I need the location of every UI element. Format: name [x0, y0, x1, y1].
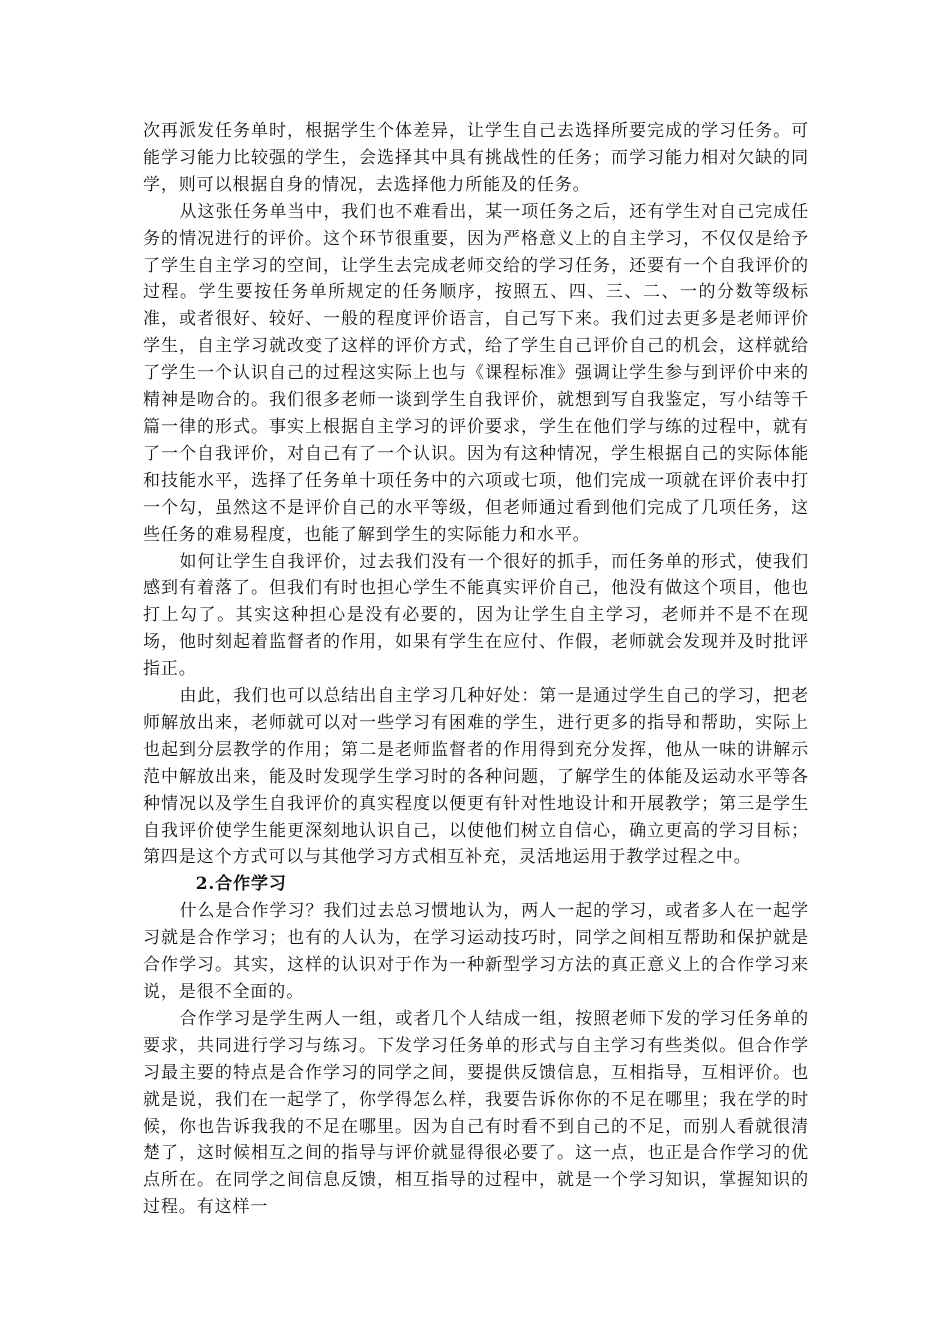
paragraph-what-is-cooperative: 什么是合作学习？我们过去总习惯地认为，两人一起的学习，或者多人在一起学习就是合作学习；也有的人认为，在学习运动技巧时，同学之间相互帮助和保护就是合作学习。其实，这样的认识对于作为一种新型学习方法的真正意义上的合作学习来说，是很不全面的。 — [143, 901, 809, 1002]
paragraph-continued: 次再派发任务单时，根据学生个体差异，让学生自己去选择所要完成的学习任务。可能学习能力比较强的学生，会选择其中具有挑战性的任务；而学习能力相对欠缺的同学，则可以根据自身的情况，去选择他力所能及的任务。 — [143, 121, 809, 195]
paragraph-how-to-self-evaluate: 如何让学生自我评价，过去我们没有一个很好的抓手，而任务单的形式，使我们感到有着落了。但我们有时也担心学生不能真实评价自己，他没有做这个项目，他也打上勾了。其实这种担心是没有必要的，因为让学生自主学习，老师并不是不在现场，他时刻起着监督者的作用，如果有学生在应付、作假，老师就会发现并及时批评指正。 — [143, 551, 809, 680]
section-heading-cooperative-learning: 2.合作学习 — [195, 874, 287, 895]
paragraph-self-evaluation: 从这张任务单当中，我们也不难看出，某一项任务之后，还有学生对自己完成任务的情况进行的评价。这个环节很重要，因为严格意义上的自主学习，不仅仅是给予了学生自主学习的空间，让学生去完成老师交给的学习任务，还要有一个自我评价的过程。学生要按任务单所规定的任务顺序，按照五、四、三、二、一的分数等级标准，或者很好、较好、一般的程度评价语言，自己写下来。我们过去更多是老师评价学生，自主学习就改变了这样的评价方式，给了学生自己评价自己的机会，这样就给了学生一个认识自己的过程这实际上也与《课程标准》强调让学生参与到评价中来的精神是吻合的。我们很多老师一谈到学生自我评价，就想到写自我鉴定，写小结等千篇一律的形式。事实上根据自主学习的评价要求，学生在他们学与练的过程中，就有了一个自我评价，对自己有了一个认识。因为有这种情况，学生根据自己的实际体能和技能水平，选择了任务单十项任务中的六项或七项，他们完成一项就在评价表中打一个勾，虽然这不是评价自己的水平等级，但老师通过看到他们完成了几项任务，这些任务的难易程度，也能了解到学生的实际能力和水平。 — [143, 201, 809, 545]
paragraph-cooperative-definition: 合作学习是学生两人一组，或者几个人结成一组，按照老师下发的学习任务单的要求，共同进行学习与练习。下发学习任务单的形式与自主学习有些类似。但合作学习最主要的特点是合作学习的同学之间，要提供反馈信息，互相指导，互相评价。也就是说，我们在一起学了，你学得怎么样，我要告诉你你的不足在哪里；我在学的时候，你也告诉我我的不足在哪里。因为自己有时看不到自己的不足，而别人看就很清楚了，这时候相互之间的指导与评价就显得很必要了。这一点，也正是合作学习的优点所在。在同学之间信息反馈，相互指导的过程中，就是一个学习知识，掌握知识的过程。有这样一 — [143, 1008, 809, 1218]
document-page — [143, 118, 809, 1221]
paragraph-benefits: 由此，我们也可以总结出自主学习几种好处：第一是通过学生自己的学习，把老师解放出来，老师就可以对一些学习有困难的学生，进行更多的指导和帮助，实际上也起到分层教学的作用；第二是老师监督者的作用得到充分发挥，他从一味的讲解示范中解放出来，能及时发现学生学习时的各种问题，了解学生的体能及运动水平等各种情况以及学生自我评价的真实程度以便更有针对性地设计和开展教学；第三是学生自我评价使学生能更深刻地认识自己，以使他们树立自信心，确立更高的学习目标；第四是这个方式可以与其他学习方式相互补充，灵活地运用于教学过程之中。 — [143, 686, 809, 868]
